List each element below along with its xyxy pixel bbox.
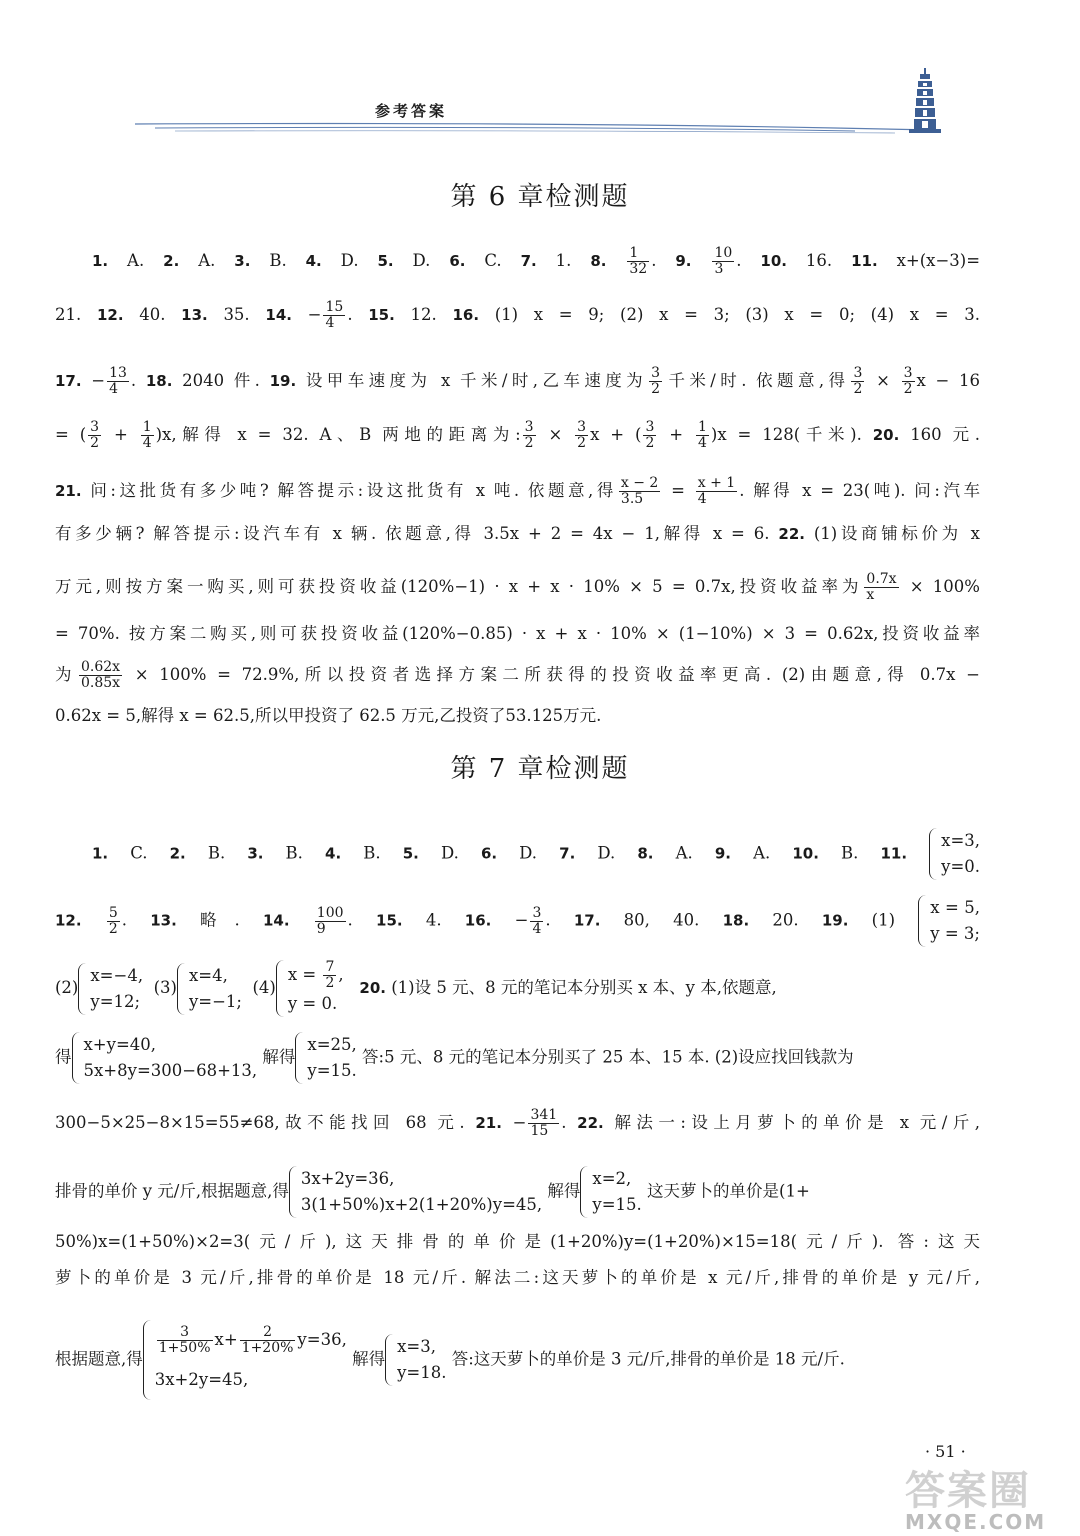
fraction: $\frac{15}{4}$ <box>325 299 344 331</box>
equation-system: x=3, y=0. <box>929 828 980 880</box>
ch6-line-5: 21. 问:这批货有多少吨? 解答提示:设这批货有 x 吨. 依题意,得 $\frac{x - 2}{3.5}$ = $\frac{x + 1}{4}$ . 解得 x = 23(吨). 问:汽车 <box>55 475 980 507</box>
ch6-line-9: 为 $\frac{0.62x}{0.85x}$ × 100% = 72.9%,所以投资者选择方案二所获得的投资收益率更高. (2)由题意,得 0.7x − <box>55 659 981 691</box>
fraction: $\frac{3}{4}$ <box>532 904 542 937</box>
fraction: $\frac{3}{2}$ <box>524 419 534 451</box>
running-header-label: 参考答案 <box>375 102 448 120</box>
fraction: $\frac{100}{9}$ <box>316 904 344 937</box>
fraction: $\frac{3}{2}$ <box>90 419 100 451</box>
fraction: $\frac{2}{1+20\%}$ <box>241 1324 294 1356</box>
fraction: $\frac{3}{2}$ <box>903 365 913 397</box>
ch7-line-7: 50%)x=(1+50%)×2=3(元/斤),这天排骨的单价是(1+20%)y=(1+20%)×15=18(元/斤). 答:这天 <box>55 1232 980 1251</box>
fraction: $\frac{3}{2}$ <box>645 419 655 451</box>
ch6-line-6: 有多少辆? 解答提示:设汽车有 x 辆. 依题意,得 3.5x + 2 = 4x − 1,解得 x = 6. 22. (1)设商铺标价为 x <box>55 524 980 543</box>
equation-system: 3x+2y=36, 3(1+50%)x+2(1+20%)y=45, <box>289 1166 542 1218</box>
ch7-line-5: 300−5×25−8×15=55≠68,故不能找回 68 元. 21. − $\frac{341}{15}$ . 22. 解法一:设上月萝卜的单价是 x 元/斤, <box>55 1107 981 1139</box>
chapter-6-title: 第 6 章检测题 <box>450 182 630 212</box>
equation-system: $\frac{3}{1+50\%}$ x+ $\frac{2}{1+20\%}$ y=36, 3x+2y=45, <box>143 1320 347 1400</box>
ch7-line-8: 萝卜的单价是 3 元/斤,排骨的单价是 18 元/斤. 解法二:这天萝卜的单价是 x 元/斤,排骨的单价是 y 元/斤, <box>55 1268 980 1287</box>
ch6-line-7: 万元,则按方案一购买,则可获投资收益(120%−1) · x + x · 10% × 5 = 0.7x,投资收益率为 $\frac{0.7x}{x}$ × 100% <box>55 571 980 603</box>
ch6-line-2: 21. 12. 40. 13. 35. 14. − $\frac{15}{4}$ . 15. 12. 16. (1) x = 9; (2) x = 3; (3) x = 0; (4) x = 3. <box>55 299 980 331</box>
ch7-line-3: (2) x=−4, y=12; (3) x=4, y=−1; (4) x = $\frac{7}{2}$ , y = 0. 20. (1)设 5 元、8 元的笔记本分别买 x 本、y 本,依题意, <box>55 960 980 1017</box>
ch7-line-1: 1. C. 2. B. 3. B. 4. B. 5. D. 6. D. 7. D. 8. A. 9. A. 10. B. 11. x=3, y=0. <box>92 828 980 880</box>
fraction: $\frac{10}{3}$ <box>714 245 733 277</box>
equation-system: x=−4, y=12; <box>78 963 143 1015</box>
fraction: $\frac{1}{4}$ <box>142 419 152 451</box>
fraction: $\frac{3}{2}$ <box>577 419 587 451</box>
equation-system: x+y=40, 5x+8y=300−68+13, <box>72 1032 258 1084</box>
ch6-line-1: 1. A. 2. A. 3. B. 4. D. 5. D. 6. C. 7. 1. 8. $\frac{1}{32}$ . 9. $\frac{10}{3}$ . 10. 16. 11. x+(x−3)= <box>92 245 981 277</box>
ch6-line-4: = ( $\frac{3}{2}$ + $\frac{1}{4}$ )x,解得 x = 32. A、B 两地的距离为: $\frac{3}{2}$ × $\frac{3}{2}$ x + ( $\frac{3}{2}$ + $\frac{1}{4}$ )x = 128(千米). 20. 160 元. <box>55 419 980 451</box>
ch7-line-2: 12. $\frac{5}{2}$ . 13. 略. 14. $\frac{100}{9}$ . 15. 4. 16. − $\frac{3}{4}$ . 17. 80, 40. 18. 20. 19. (1) x = 5, y = 3; <box>55 895 980 947</box>
chapter-7-title: 第 7 章检测题 <box>450 754 630 784</box>
fraction: $\frac{0.7x}{x}$ <box>866 571 897 603</box>
ch7-line-6: 排骨的单价 y 元/斤,根据题意,得 3x+2y=36, 3(1+50%)x+2(1+20%)y=45, 解得 x=2, y=15. 这天萝卜的单价是(1+ <box>55 1166 980 1218</box>
ch6-line-10: 0.62x = 5,解得 x = 62.5,所以甲投资了 62.5 万元,乙投资了53.125万元. <box>55 706 602 725</box>
equation-system: x = $\frac{7}{2}$ , y = 0. <box>276 960 344 1017</box>
fraction: $\frac{3}{1+50\%}$ <box>158 1324 211 1356</box>
fraction: $\frac{1}{32}$ <box>629 245 648 277</box>
ch6-line-8: = 70%. 按方案二购买,则可获投资收益(120%−0.85) · x + x · 10% × (1−10%) × 3 = 0.62x,投资收益率 <box>55 624 980 643</box>
header-rule-decoration <box>135 120 915 134</box>
equation-system: x=4, y=−1; <box>177 963 242 1015</box>
watermark-url: MXQE.COM <box>905 1510 1047 1534</box>
fraction: $\frac{1}{4}$ <box>697 419 707 451</box>
equation-system: x=25, y=15. <box>295 1032 356 1084</box>
watermark-text: 答案圈 <box>905 1468 1031 1514</box>
watermark-logo <box>905 1470 1065 1534</box>
fraction: $\frac{13}{4}$ <box>109 365 127 397</box>
equation-system: x=2, y=15. <box>580 1166 641 1218</box>
pagoda-icon <box>905 68 945 134</box>
fraction: $\frac{3}{2}$ <box>853 365 863 397</box>
page-number: · 51 · <box>925 1442 966 1461</box>
fraction: $\frac{0.62x}{0.85x}$ <box>80 659 121 691</box>
fraction: $\frac{7}{2}$ <box>325 959 335 991</box>
fraction: $\frac{3}{2}$ <box>651 365 661 397</box>
fraction: $\frac{x + 1}{4}$ <box>697 475 736 507</box>
fraction: $\frac{x - 2}{3.5}$ <box>620 475 659 507</box>
ch7-line-9: 根据题意,得 $\frac{3}{1+50\%}$ x+ $\frac{2}{1+20\%}$ y=36, 3x+2y=45, 解得 x=3, y=18. 答:这天萝卜的单价是 3 元/斤,排骨的单价是 18 元/斤. <box>55 1320 980 1400</box>
fraction: $\frac{5}{2}$ <box>108 904 118 937</box>
equation-system: x=3, y=18. <box>385 1334 446 1386</box>
equation-system: x = 5, y = 3; <box>918 895 980 947</box>
ch6-line-3: 17. − $\frac{13}{4}$ . 18. 2040 件. 19. 设甲车速度为 x 千米/时,乙车速度为 $\frac{3}{2}$ 千米/时. 依题意,得 $\frac{3}{2}$ × $\frac{3}{2}$ x − 16 <box>55 365 980 397</box>
fraction: $\frac{341}{15}$ <box>530 1107 558 1139</box>
ch7-line-4: 得 x+y=40, 5x+8y=300−68+13, 解得 x=25, y=15. 答:5 元、8 元的笔记本分别买了 25 本、15 本. (2)设应找回钱款为 <box>55 1032 980 1084</box>
